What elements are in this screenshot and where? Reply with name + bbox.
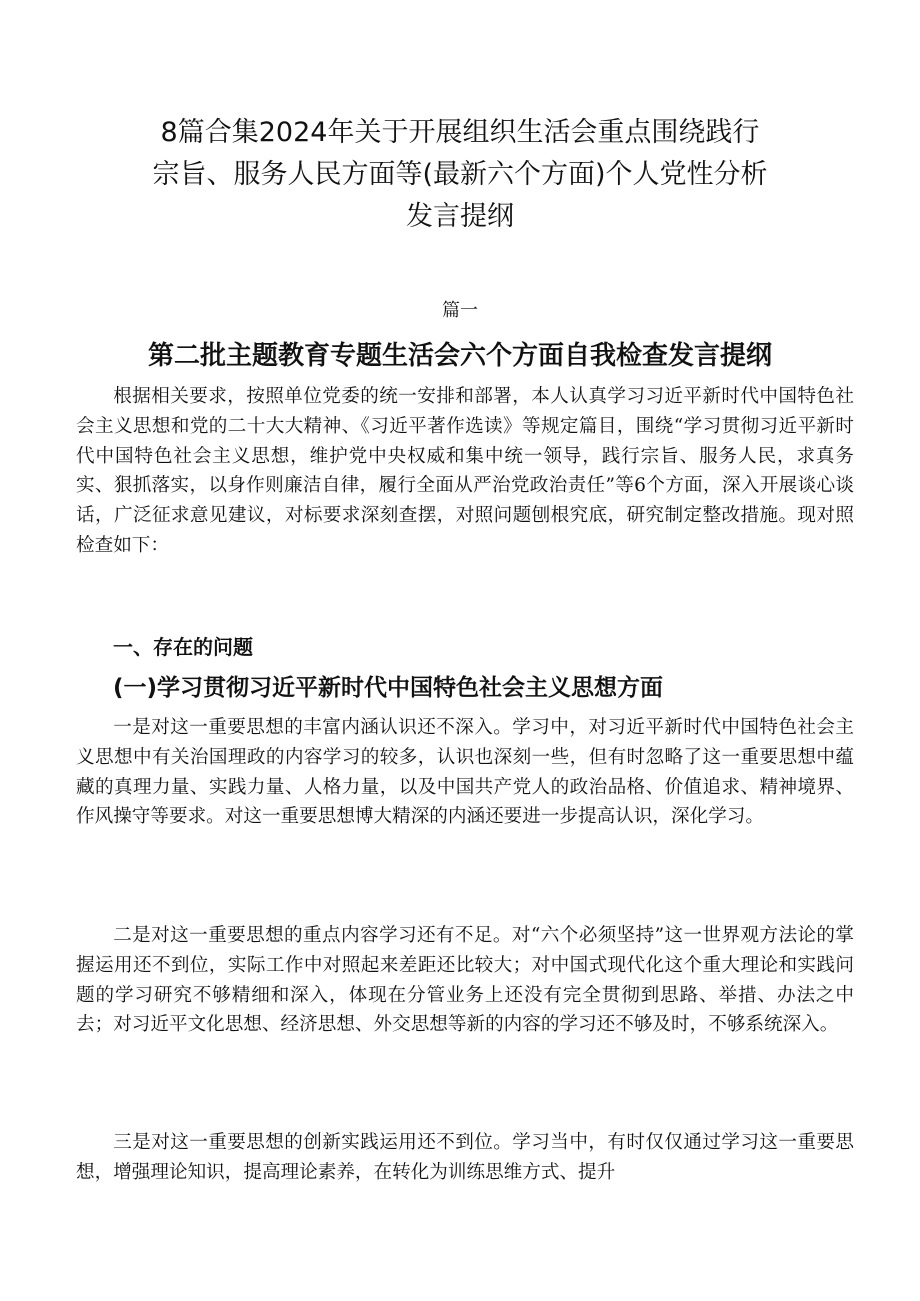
heading-study-thought: (一)学习贯彻习近平新时代中国特色社会主义思想方面: [113, 675, 664, 701]
section-marker: 篇一: [442, 300, 478, 321]
heading-existing-problems: 一、存在的问题: [113, 635, 253, 659]
paragraph-third-point: 三是对这一重要思想的创新实践运用还不到位。学习当中，有时仅仅通过学习这一重要思想，增强理论知识，提高理论素养，在转化为训练思维方式、提升: [76, 1132, 854, 1183]
intro-paragraph: 根据相关要求，按照单位党委的统一安排和部署，本人认真学习习近平新时代中国特色社会主义思想和党的二十大大精神、《习近平著作选读》等规定篇目，围绕“学习贯彻习近平新时代中国特色社会主义思想，维护党中央权威和集中统一领导，践行宗旨、服务人民，求真务实、狠抓落实，以身作则廉洁自律，履行全面从严治党政治责任”等6个方面，深入开展谈心谈话，广泛征求意见建议，对标要求深刻查摆，对照问题刨根究底，研究制定整改措施。现对照检查如下：: [76, 386, 854, 556]
paragraph-first-point: 一是对这一重要思想的丰富内涵认识还不深入。学习中，对习近平新时代中国特色社会主义思想中有关治国理政的内容学习的较多，认识也深刻一些，但有时忽略了这一重要思想中蕴藏的真理力量、实践力量、人格力量，以及中国共产党人的政治品格、价值追求、精神境界、作风操守等要求。对这一重要思想博大精深的内涵还要进一步提高认识，深化学习。: [76, 717, 854, 828]
document-title: 8篇合集2024年关于开展组织生活会重点围绕践行宗旨、服务人民方面等(最新六个方面)个人党性分析发言提纲: [152, 117, 768, 232]
paragraph-second-point: 二是对这一重要思想的重点内容学习还有不足。对“六个必须坚持”这一世界观方法论的掌握运用还不到位，实际工作中对照起来差距还比较大；对中国式现代化这个重大理论和实践问题的学习研究不够精细和深入，体现在分管业务上还没有完全贯彻到思路、举措、办法之中去；对习近平文化思想、经济思想、外交思想等新的内容的学习还不够及时，不够系统深入。: [76, 925, 854, 1036]
section-title: 第二批主题教育专题生活会六个方面自我检查发言提纲: [147, 341, 772, 371]
